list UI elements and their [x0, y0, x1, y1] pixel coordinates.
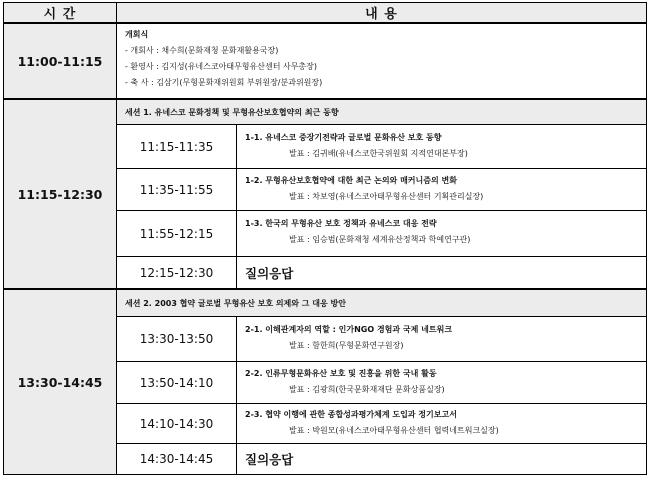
opening-time: 11:00-11:15 [4, 22, 116, 98]
session2-item [236, 316, 646, 361]
item-title: 2-2. 인류무형문화유산 보호 및 진흥을 위한 국내 활동 [245, 369, 437, 378]
opening-line: - 개회사 : 채수희(문화재청 문화재활용국장) [125, 46, 279, 55]
item-title: 1-3. 한국의 무형유산 보호 정책과 유네스코 대응 전략 [245, 219, 437, 228]
session1-time: 11:15-12:30 [4, 98, 116, 288]
session2-qa-label: 질의응답 [236, 443, 646, 474]
session2-item-time: 14:10-14:30 [116, 403, 236, 443]
session1-item [236, 210, 646, 256]
session2-item [236, 361, 646, 403]
session2-item-time: 13:50-14:10 [116, 361, 236, 403]
item-speaker: 발표 : 김광희(한국문화재재단 문화상품실장) [289, 385, 445, 394]
session1-title: 세션 1. 유네스코 문화정책 및 무형유산보호협약의 최근 동향 [116, 98, 646, 124]
session1-qa-label: 질의응답 [236, 256, 646, 288]
opening-line: - 축 사 : 김삼기(무형문화재위원회 부위원장/분과위원장) [125, 78, 323, 87]
session1-qa-time: 12:15-12:30 [116, 256, 236, 288]
session1-item-time: 11:35-11:55 [116, 168, 236, 210]
item-speaker: 발표 : 차보영(유네스코아태무형유산센터 기획관리실장) [289, 192, 484, 201]
opening-title: 개회식 [125, 30, 149, 39]
header-time: 시 간 [4, 3, 116, 22]
item-title: 1-2. 무형유산보호협약에 대한 최근 논의와 매커니즘의 변화 [245, 176, 457, 185]
item-title: 2-1. 이해관계자의 역할 : 인가NGO 경험과 국제 네트워크 [245, 325, 453, 334]
header-content: 내 용 [116, 3, 646, 22]
session2-title: 세션 2. 2003 협약 글로벌 무형유산 보호 의제와 그 대응 방안 [116, 288, 646, 316]
session2-time: 13:30-14:45 [4, 288, 116, 474]
item-title: 1-1. 유네스코 중장기전략과 글로벌 문화유산 보호 동향 [245, 133, 442, 142]
schedule-table [3, 2, 647, 475]
opening-line: - 환영사 : 김지성(유네스코아태무형유산센터 사무총장) [125, 62, 318, 71]
item-speaker: 발표 : 김귀배(유네스코한국위원회 지적연대본부장) [289, 149, 468, 158]
session1-item-time: 11:55-12:15 [116, 210, 236, 256]
item-speaker: 발표 : 박원모(유네스코아태무형유산센터 협력네트워크실장) [289, 426, 499, 435]
session1-item [236, 124, 646, 168]
session1-item-time: 11:15-11:35 [116, 124, 236, 168]
item-speaker: 발표 : 임승범(문화재청 세계유산정책과 학예연구관) [289, 235, 471, 244]
session2-item [236, 403, 646, 443]
item-speaker: 발표 : 함한희(무형문화연구원장) [289, 341, 404, 350]
session2-item-time: 13:30-13:50 [116, 316, 236, 361]
session2-qa-time: 14:30-14:45 [116, 443, 236, 474]
session1-item [236, 168, 646, 210]
item-title: 2-3. 협약 이행에 관한 종합성과평가체계 도입과 정기보고서 [245, 410, 457, 419]
opening-block [116, 22, 646, 98]
